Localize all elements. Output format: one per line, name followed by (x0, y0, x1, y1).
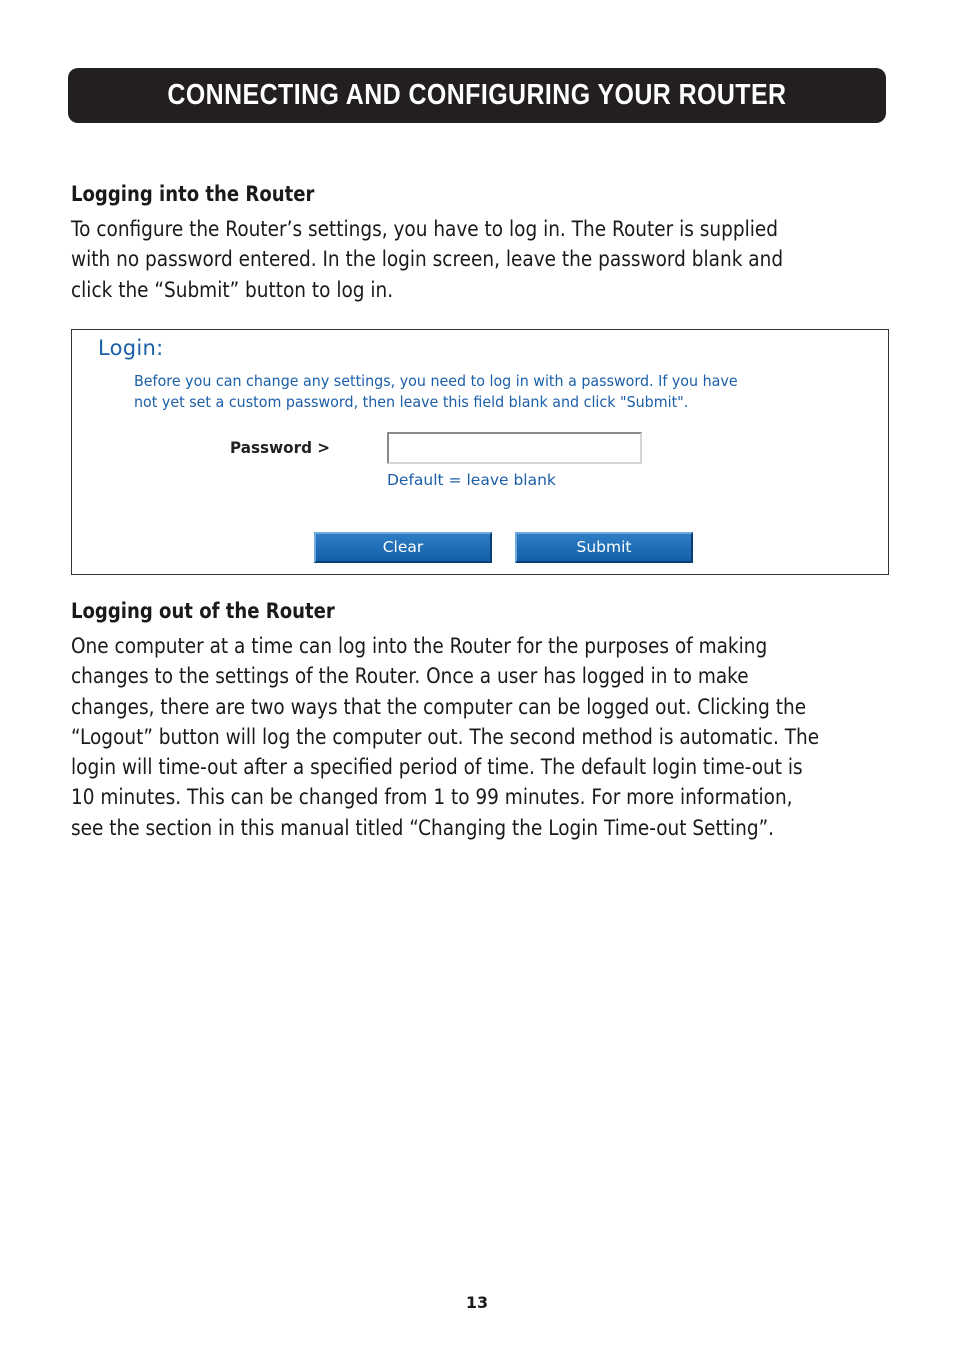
login-description-line: Before you can change any settings, you need to log in with a password. If you have (134, 372, 738, 390)
paragraph-line: “Logout” button will log the computer out. The second method is automatic. The (71, 724, 820, 750)
paragraph-line: see the section in this manual titled “Changing the Login Time-out Setting”. (71, 815, 775, 841)
paragraph-line: changes, there are two ways that the computer can be logged out. Clicking the (71, 694, 807, 720)
paragraph-line: 10 minutes. This can be changed from 1 to 99 minutes. For more information, (71, 785, 793, 811)
paragraph-line: with no password entered. In the login screen, leave the password blank and (71, 247, 784, 273)
login-description-line: not yet set a custom password, then leave this field blank and click "Submit". (134, 393, 689, 411)
page-number: 13 (465, 1293, 489, 1312)
paragraph-line: To configure the Router’s settings, you have to log in. The Router is supplied (71, 217, 778, 242)
logout-section-heading (71, 598, 378, 624)
password-hint: Default = leave blank (387, 471, 556, 489)
password-label: Password > (230, 438, 330, 457)
logout-section-heading-text: Logging out of the Router (71, 599, 335, 623)
password-input[interactable] (387, 432, 642, 464)
clear-button[interactable]: Clear (314, 532, 492, 563)
paragraph-line: One computer at a time can log into the Router for the purposes of making (71, 634, 768, 659)
login-description (134, 371, 925, 413)
login-section-heading-text: Logging into the Router (71, 182, 315, 206)
paragraph-line: changes to the settings of the Router. Once a user has logged in to make (71, 664, 749, 690)
login-screenshot-panel (71, 329, 889, 575)
logout-section-paragraph (71, 632, 879, 844)
section-header-title: CONNECTING AND CONFIGURING YOUR ROUTER (167, 79, 787, 111)
section-header-bar (68, 68, 886, 123)
paragraph-line: login will time-out after a specified period of time. The default login time-out is (71, 755, 803, 781)
login-section-heading (71, 181, 354, 207)
paragraph-line: click the “Submit” button to log in. (71, 277, 394, 303)
login-title: Login: (98, 336, 164, 360)
login-section-paragraph (71, 215, 879, 306)
submit-button[interactable]: Submit (515, 532, 693, 563)
